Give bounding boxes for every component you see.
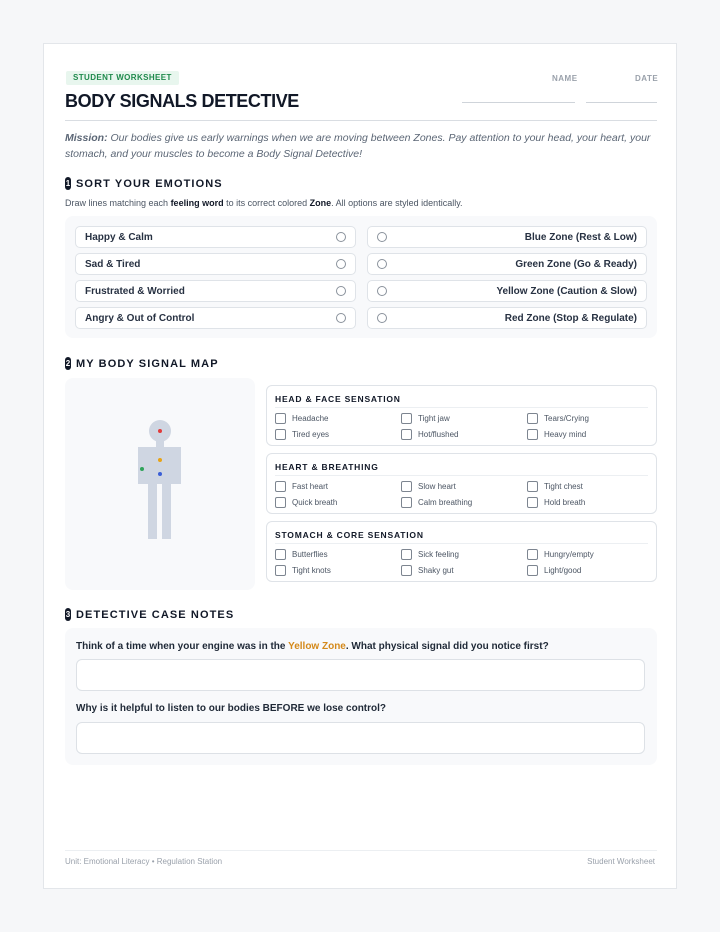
question-text: Think of a time when your engine was in the [76,641,289,652]
date-label: DATE [635,74,659,83]
zone-label: Red Zone (Stop & Regulate) [504,312,637,324]
radio-circle-icon[interactable] [336,232,346,242]
radio-circle-icon[interactable] [336,259,346,269]
signal-checkbox[interactable] [527,429,586,440]
section-number: 2 [65,359,71,368]
signal-checkbox[interactable] [275,481,328,492]
radio-circle-icon[interactable] [336,313,346,323]
section-title: SORT YOUR EMOTIONS [76,177,223,190]
checkbox-icon[interactable] [275,413,286,424]
zone-label: Green Zone (Go & Ready) [515,258,637,270]
checkbox-label: Hold breath [544,498,586,507]
checkbox-icon[interactable] [275,497,286,508]
case-notes-panel [65,628,657,765]
signal-checkbox[interactable] [275,413,328,424]
name-field[interactable] [462,102,575,103]
footer-divider [65,850,657,851]
checkbox-label: Heavy mind [544,430,587,439]
mission-text: Our bodies give us early warnings when we are moving between Zones. Pay attention to your head, your heart, your stomach, and your muscles to become a Body Signal Detective! [65,132,651,160]
checkbox-icon[interactable] [401,413,412,424]
signal-checkbox[interactable] [401,413,450,424]
signal-checkbox[interactable] [275,429,329,440]
checkbox-label: Sick feeling [418,550,459,559]
signal-group-title: HEAD & FACE SENSATION [275,394,401,404]
signal-checkbox[interactable] [401,549,459,560]
signal-checkbox[interactable] [275,565,331,576]
matching-instructions [65,198,463,208]
head-face-signal-group [266,385,657,446]
instruction-bold: Zone [309,198,332,208]
checkbox-label: Calm breathing [418,498,473,507]
feeling-option[interactable] [75,226,356,248]
checkbox-label: Tears/Crying [544,414,589,423]
radio-circle-icon[interactable] [377,259,387,269]
checkbox-icon[interactable] [527,497,538,508]
mission-label: Mission: [65,132,108,144]
signal-checkbox[interactable] [527,481,583,492]
checkbox-icon[interactable] [527,549,538,560]
signal-checkbox[interactable] [527,497,585,508]
signal-checkbox[interactable] [527,413,589,424]
mission-statement [65,130,657,162]
zone-label: Yellow Zone (Caution & Slow) [496,285,637,297]
signal-checkbox[interactable] [527,549,594,560]
section-1-heading [65,177,223,190]
checkbox-label: Tired eyes [292,430,330,439]
section-2-heading [65,357,219,370]
checkbox-label: Butterflies [292,550,328,559]
instruction-text: . All options are styled identically. [331,198,463,208]
stomach-signal-marker[interactable] [158,472,162,476]
signal-checkbox[interactable] [275,549,328,560]
instruction-text: Draw lines matching each [65,198,171,208]
checkbox-icon[interactable] [275,565,286,576]
checkbox-icon[interactable] [527,565,538,576]
head-signal-marker[interactable] [158,429,162,433]
zone-option[interactable] [367,307,647,329]
signal-checkbox[interactable] [527,565,581,576]
radio-circle-icon[interactable] [336,286,346,296]
question-2: Why is it helpful to listen to our bodies BEFORE we lose control? [76,703,387,714]
checkbox-label: Tight knots [292,566,331,575]
checkbox-label: Tight chest [544,482,583,491]
radio-circle-icon[interactable] [377,286,387,296]
checkbox-label: Fast heart [292,482,329,491]
answer-1-input[interactable] [76,659,645,691]
worksheet-badge: STUDENT WORKSHEET [66,71,179,85]
checkbox-icon[interactable] [527,413,538,424]
section-title: DETECTIVE CASE NOTES [76,608,235,621]
checkbox-icon[interactable] [275,429,286,440]
name-label: NAME [552,74,578,83]
checkbox-icon[interactable] [527,481,538,492]
divider [275,407,648,408]
signal-checkbox[interactable] [401,497,472,508]
section-number: 1 [65,179,71,188]
zone-option[interactable] [367,253,647,275]
footer-label: Student Worksheet [587,857,655,866]
checkbox-label: Slow heart [418,482,456,491]
heart-breathing-signal-group [266,453,657,514]
question-1 [76,641,549,652]
instruction-bold: feeling word [170,198,224,208]
checkbox-icon[interactable] [401,429,412,440]
checkbox-label: Headache [292,414,329,423]
signal-group-title: HEART & BREATHING [275,462,379,472]
figure-left-leg [148,482,157,539]
radio-circle-icon[interactable] [377,232,387,242]
stomach-core-signal-group [266,521,657,582]
feeling-option[interactable] [75,307,356,329]
checkbox-icon[interactable] [275,481,286,492]
question-text: . What physical signal did you notice first? [345,641,549,652]
zone-option[interactable] [367,226,647,248]
checkbox-label: Light/good [544,566,582,575]
checkbox-icon[interactable] [527,429,538,440]
worksheet-page [43,43,677,889]
checkbox-icon[interactable] [401,549,412,560]
feeling-label: Angry & Out of Control [85,312,195,324]
feeling-label: Frustrated & Worried [85,285,185,297]
radio-circle-icon[interactable] [377,313,387,323]
divider [275,475,648,476]
figure-torso [138,447,181,484]
checkbox-label: Shaky gut [418,566,454,575]
answer-2-input[interactable] [76,722,645,754]
feeling-label: Happy & Calm [85,231,153,243]
figure-right-leg [162,482,171,539]
zone-option[interactable] [367,280,647,302]
checkbox-icon[interactable] [401,565,412,576]
section-number: 3 [65,610,71,619]
checkbox-label: Quick breath [292,498,338,507]
yellow-zone-highlight: Yellow Zone [288,641,346,652]
signal-checkbox[interactable] [401,565,454,576]
emotion-matching-panel [65,216,657,338]
zone-label: Blue Zone (Rest & Low) [524,231,637,243]
checkbox-icon[interactable] [275,549,286,560]
chest-signal-marker[interactable] [158,458,162,462]
checkbox-icon[interactable] [401,481,412,492]
feeling-label: Sad & Tired [85,258,141,270]
signal-group-title: STOMACH & CORE SENSATION [275,530,424,540]
instruction-text: to its correct colored [223,198,310,208]
checkbox-label: Hungry/empty [544,550,594,559]
feeling-option[interactable] [75,280,356,302]
signal-checkbox[interactable] [275,497,337,508]
header-divider [65,120,657,121]
checkbox-label: Hot/flushed [418,430,459,439]
date-field[interactable] [586,102,657,103]
signal-checkbox[interactable] [401,429,458,440]
section-title: MY BODY SIGNAL MAP [76,357,219,370]
divider [275,543,648,544]
section-3-heading [65,608,234,621]
body-figure-panel [65,378,255,590]
feeling-option[interactable] [75,253,356,275]
footer-unit: Unit: Emotional Literacy • Regulation Station [65,857,223,866]
hand-signal-marker[interactable] [140,467,144,471]
signal-checkbox[interactable] [401,481,456,492]
page-title: BODY SIGNALS DETECTIVE [65,91,299,111]
checkbox-icon[interactable] [401,497,412,508]
checkbox-label: Tight jaw [418,414,450,423]
